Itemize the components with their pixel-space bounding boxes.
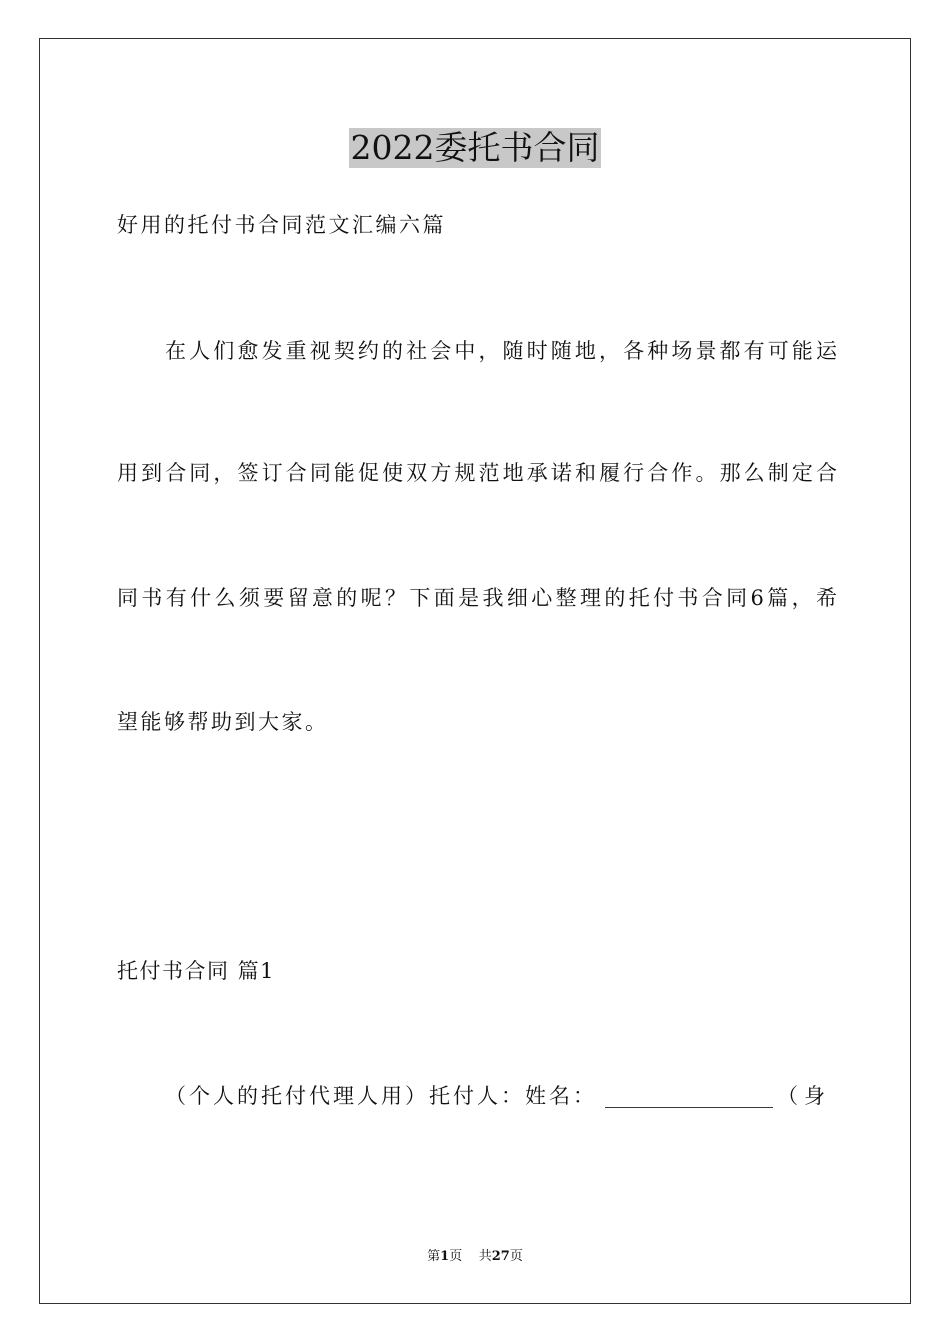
page-suffix: 页 [449,1249,463,1264]
title-container [0,128,950,168]
total-pages: 27 [491,1249,510,1264]
paragraph-line-4: 望能够帮助到大家。 [117,710,329,734]
clause-tail: （身 [777,1084,831,1108]
section-heading: 托付书合同 篇1 [117,959,276,983]
paragraph-line-3: 同书有什么须要留意的呢？下面是我细心整理的托付书合同6篇，希 [117,586,837,610]
total-prefix: 共 [478,1249,492,1264]
page-prefix: 第 [427,1249,441,1264]
paragraph-line-2: 用到合同，签订合同能促使双方规范地承诺和履行合作。那么制定合 [117,461,837,485]
total-suffix: 页 [509,1249,523,1264]
clause-text: （个人的托付代理人用）托付人：姓名： [165,1084,597,1108]
document-title: 2022委托书合同 [350,128,600,167]
name-blank: ________________ [605,1084,773,1108]
document-subtitle: 好用的托付书合同范文汇编六篇 [117,213,446,237]
clause-line [165,1082,837,1110]
page-number: 1 [440,1249,450,1264]
page-footer [0,1248,950,1266]
paragraph-line-1: 在人们愈发重视契约的社会中，随时随地，各种场景都有可能运 [165,339,837,363]
